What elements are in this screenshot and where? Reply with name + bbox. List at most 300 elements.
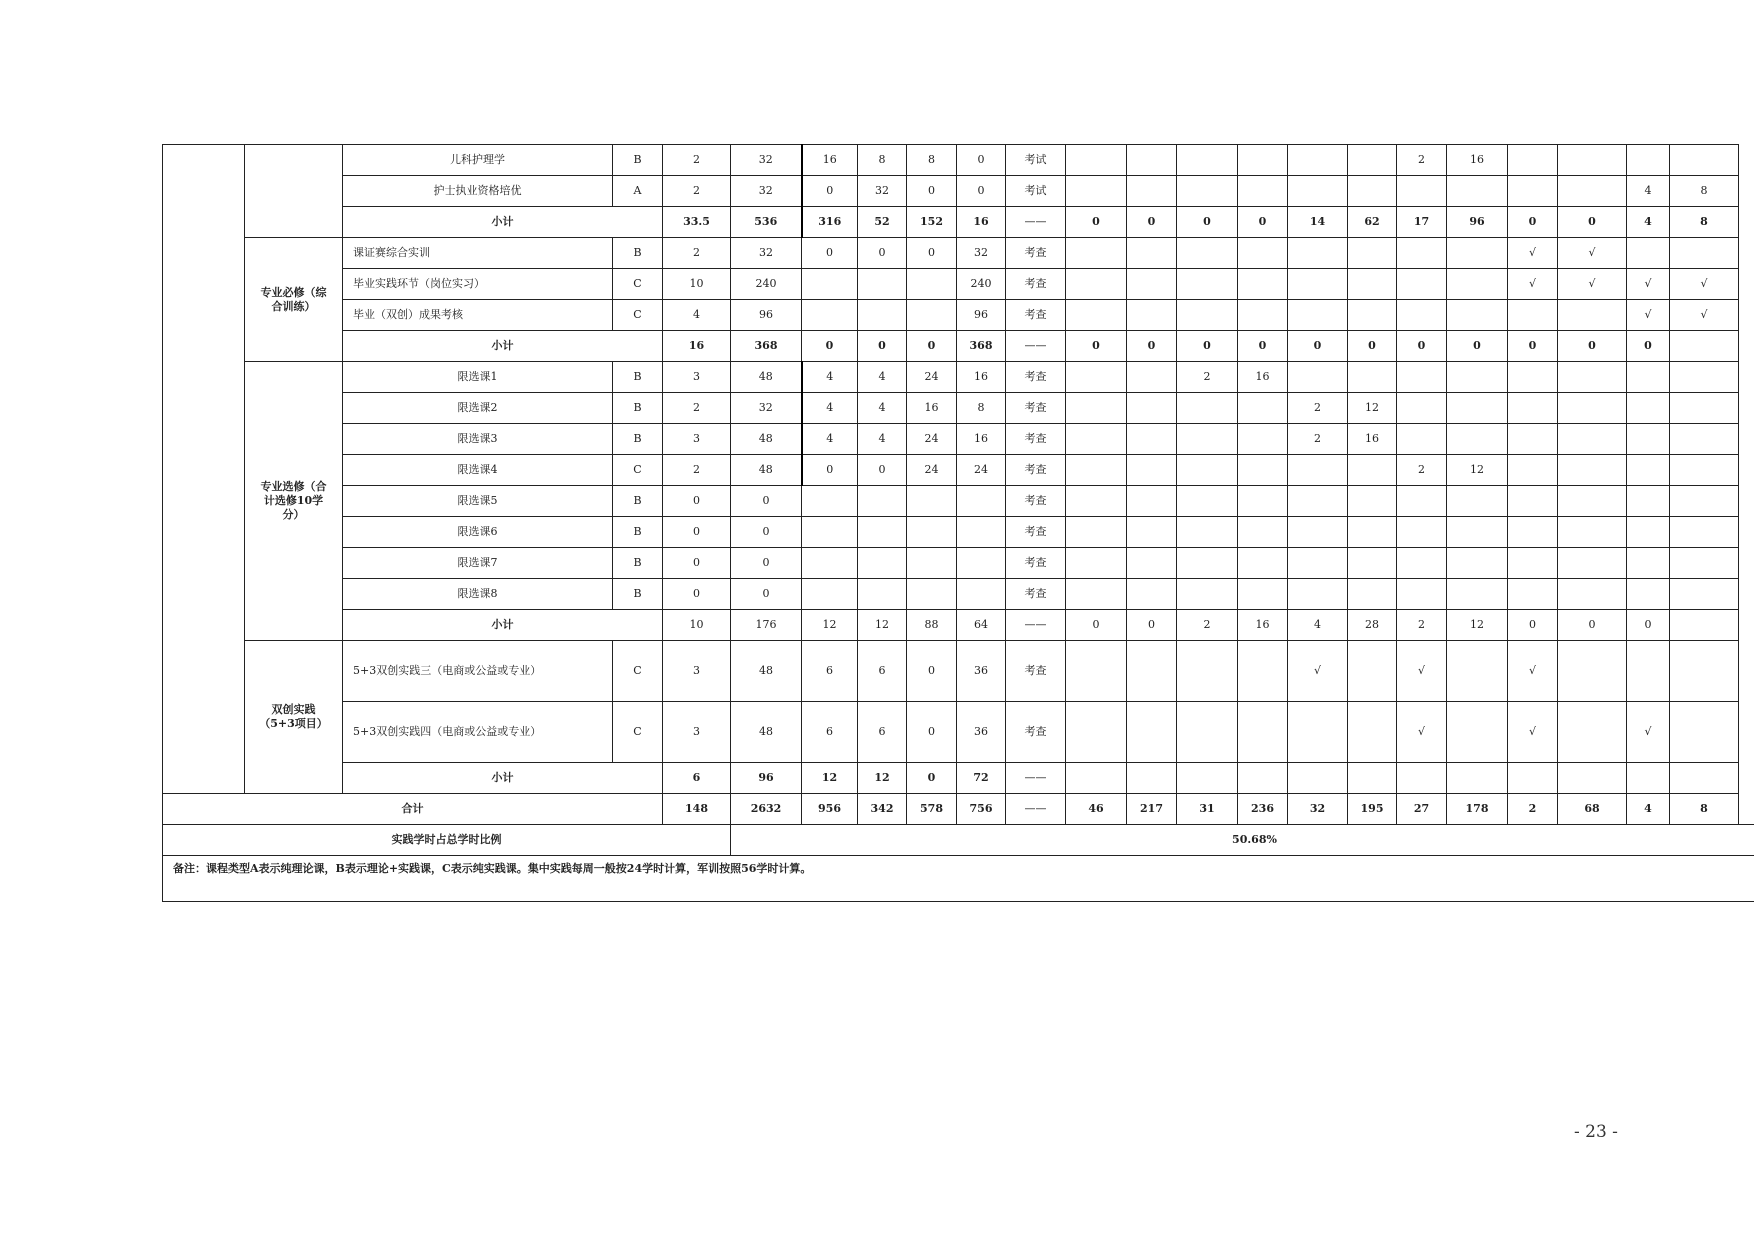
data-cell (1238, 702, 1288, 763)
total-row (163, 794, 1754, 825)
data-cell: 3 (663, 641, 731, 702)
data-cell: 0 (802, 176, 858, 207)
data-cell (1558, 702, 1627, 763)
course-type-cell: C (613, 300, 663, 331)
category-cell (245, 145, 343, 238)
data-cell: 6 (802, 641, 858, 702)
data-cell: 48 (731, 424, 802, 455)
data-cell (1508, 517, 1558, 548)
data-cell (1397, 548, 1447, 579)
total-cell: 342 (858, 794, 907, 825)
data-cell (1177, 486, 1238, 517)
data-cell: 8 (907, 145, 957, 176)
course-type-cell: B (613, 145, 663, 176)
data-cell (1177, 393, 1238, 424)
data-cell (1508, 393, 1558, 424)
subtotal-cell: 62 (1348, 207, 1397, 238)
data-cell (957, 486, 1006, 517)
data-cell (1627, 393, 1670, 424)
table-row (163, 702, 1754, 763)
data-cell: 考查 (1006, 362, 1066, 393)
data-cell (957, 579, 1006, 610)
data-cell: 240 (957, 269, 1006, 300)
data-cell: √ (1508, 269, 1558, 300)
subtotal-cell: —— (1006, 331, 1066, 362)
course-type-cell: B (613, 424, 663, 455)
data-cell (1066, 145, 1127, 176)
data-cell: 0 (907, 176, 957, 207)
data-cell: 2 (663, 455, 731, 486)
data-cell (1348, 238, 1397, 269)
data-cell (1288, 362, 1348, 393)
data-cell (1348, 300, 1397, 331)
data-cell (1066, 269, 1127, 300)
total-cell: —— (1006, 794, 1066, 825)
table-row (163, 455, 1754, 486)
subtotal-cell: 12 (858, 763, 907, 794)
data-cell (1627, 579, 1670, 610)
outer-category-cell (163, 145, 245, 794)
data-cell (1238, 641, 1288, 702)
data-cell (1127, 486, 1177, 517)
data-cell: 48 (731, 641, 802, 702)
course-name-cell: 课证赛综合实训 (343, 238, 613, 269)
data-cell: 24 (957, 455, 1006, 486)
data-cell (1127, 548, 1177, 579)
course-plan-table (162, 144, 1754, 902)
data-cell: 48 (731, 362, 802, 393)
subtotal-row (163, 207, 1754, 238)
data-cell (1288, 702, 1348, 763)
course-type-cell: B (613, 579, 663, 610)
subtotal-label: 小计 (343, 331, 663, 362)
data-cell (1447, 362, 1508, 393)
course-type-cell: C (613, 702, 663, 763)
subtotal-cell: 0 (1238, 331, 1288, 362)
subtotal-cell: 368 (957, 331, 1006, 362)
data-cell (858, 579, 907, 610)
subtotal-cell: 0 (858, 331, 907, 362)
data-cell: 2 (663, 176, 731, 207)
data-cell (1670, 455, 1739, 486)
subtotal-cell: 176 (731, 610, 802, 641)
data-cell (1066, 702, 1127, 763)
data-cell: 10 (663, 269, 731, 300)
data-cell (907, 300, 957, 331)
total-cell: 148 (663, 794, 731, 825)
data-cell (1288, 517, 1348, 548)
data-cell (1288, 145, 1348, 176)
data-cell (1397, 300, 1447, 331)
subtotal-cell: 88 (907, 610, 957, 641)
data-cell (1066, 362, 1127, 393)
ratio-label: 实践学时占总学时比例 (163, 825, 731, 856)
data-cell (1288, 238, 1348, 269)
table-row (163, 238, 1754, 269)
data-cell (802, 269, 858, 300)
data-cell (1447, 702, 1508, 763)
data-cell (1558, 362, 1627, 393)
data-cell: 0 (907, 702, 957, 763)
data-cell: 2 (1177, 362, 1238, 393)
subtotal-cell: —— (1006, 610, 1066, 641)
data-cell: √ (1508, 238, 1558, 269)
data-cell: 0 (663, 517, 731, 548)
data-cell: 2 (663, 238, 731, 269)
course-name-cell: 限选课4 (343, 455, 613, 486)
data-cell (1127, 455, 1177, 486)
data-cell (1066, 238, 1127, 269)
data-cell: 0 (731, 548, 802, 579)
data-cell (1127, 362, 1177, 393)
data-cell (1397, 362, 1447, 393)
data-cell: 0 (858, 455, 907, 486)
data-cell: 32 (957, 238, 1006, 269)
subtotal-cell: 52 (858, 207, 907, 238)
data-cell: 考查 (1006, 393, 1066, 424)
subtotal-cell (1177, 763, 1238, 794)
data-cell (858, 300, 907, 331)
total-cell: 68 (1558, 794, 1627, 825)
data-cell: 0 (731, 517, 802, 548)
data-cell: 考查 (1006, 424, 1066, 455)
subtotal-row (163, 610, 1754, 641)
data-cell: √ (1397, 702, 1447, 763)
subtotal-cell: 0 (1508, 331, 1558, 362)
course-name-cell: 限选课2 (343, 393, 613, 424)
data-cell (1627, 517, 1670, 548)
category-cell (245, 641, 343, 794)
data-cell: 考试 (1006, 145, 1066, 176)
data-cell: 0 (957, 176, 1006, 207)
data-cell (1627, 486, 1670, 517)
data-cell (1127, 269, 1177, 300)
subtotal-cell: 28 (1348, 610, 1397, 641)
category-cell (245, 362, 343, 641)
total-cell: 4 (1627, 794, 1670, 825)
data-cell (1066, 517, 1127, 548)
data-cell (1177, 517, 1238, 548)
data-cell: 考查 (1006, 641, 1066, 702)
data-cell (1508, 300, 1558, 331)
data-cell: 0 (858, 238, 907, 269)
subtotal-cell: 16 (663, 331, 731, 362)
subtotal-cell: 12 (802, 610, 858, 641)
data-cell (1447, 393, 1508, 424)
subtotal-cell: 16 (1238, 610, 1288, 641)
data-cell (1508, 176, 1558, 207)
course-type-cell: B (613, 517, 663, 548)
data-cell (1670, 393, 1739, 424)
data-cell: √ (1627, 702, 1670, 763)
total-cell: 32 (1288, 794, 1348, 825)
data-cell (1627, 238, 1670, 269)
data-cell: 3 (663, 702, 731, 763)
data-cell: 36 (957, 702, 1006, 763)
data-cell: 0 (731, 486, 802, 517)
data-cell (1348, 641, 1397, 702)
data-cell: 16 (957, 362, 1006, 393)
data-cell (1558, 641, 1627, 702)
subtotal-cell: 2 (1177, 610, 1238, 641)
subtotal-cell: 0 (1066, 610, 1127, 641)
data-cell: 0 (663, 486, 731, 517)
data-cell: 12 (1348, 393, 1397, 424)
ratio-value: 50.68% (731, 825, 1754, 856)
data-cell: 16 (957, 424, 1006, 455)
data-cell (1348, 702, 1397, 763)
subtotal-label: 小计 (343, 207, 663, 238)
data-cell (1397, 393, 1447, 424)
data-cell (907, 486, 957, 517)
subtotal-cell: 0 (1127, 207, 1177, 238)
course-name-cell: 5+3双创实践四（电商或公益或专业） (343, 702, 613, 763)
note-row (163, 856, 1754, 902)
subtotal-cell (1670, 763, 1739, 794)
subtotal-cell: 0 (1348, 331, 1397, 362)
subtotal-cell: 0 (1558, 610, 1627, 641)
data-cell (1558, 517, 1627, 548)
data-cell (1558, 424, 1627, 455)
subtotal-cell: 368 (731, 331, 802, 362)
data-cell (1238, 269, 1288, 300)
table-row (163, 362, 1754, 393)
data-cell (1288, 455, 1348, 486)
data-cell (1558, 176, 1627, 207)
data-cell (1447, 176, 1508, 207)
subtotal-cell: 0 (1127, 610, 1177, 641)
data-cell (1066, 424, 1127, 455)
subtotal-cell (1508, 763, 1558, 794)
subtotal-cell: 12 (858, 610, 907, 641)
data-cell (1177, 548, 1238, 579)
data-cell (1238, 517, 1288, 548)
course-type-cell: A (613, 176, 663, 207)
subtotal-cell: 0 (1177, 207, 1238, 238)
data-cell: 240 (731, 269, 802, 300)
data-cell: 考查 (1006, 579, 1066, 610)
data-cell: 16 (1238, 362, 1288, 393)
data-cell (957, 548, 1006, 579)
subtotal-cell: 33.5 (663, 207, 731, 238)
data-cell: 32 (731, 393, 802, 424)
data-cell (1558, 486, 1627, 517)
table-row (163, 517, 1754, 548)
subtotal-cell: 17 (1397, 207, 1447, 238)
course-name-cell: 毕业（双创）成果考核 (343, 300, 613, 331)
subtotal-cell: 0 (1558, 207, 1627, 238)
data-cell: 96 (957, 300, 1006, 331)
subtotal-cell (1066, 763, 1127, 794)
subtotal-cell: 0 (1288, 331, 1348, 362)
data-cell: 6 (858, 641, 907, 702)
data-cell (1397, 517, 1447, 548)
data-cell: 0 (907, 641, 957, 702)
course-name-cell: 限选课8 (343, 579, 613, 610)
data-cell (1670, 145, 1739, 176)
data-cell (1348, 176, 1397, 207)
subtotal-label: 小计 (343, 763, 663, 794)
data-cell (1508, 362, 1558, 393)
subtotal-cell: 16 (957, 207, 1006, 238)
data-cell: 96 (731, 300, 802, 331)
data-cell (1238, 300, 1288, 331)
data-cell (1066, 455, 1127, 486)
data-cell (1177, 238, 1238, 269)
data-cell (1066, 300, 1127, 331)
data-cell (907, 548, 957, 579)
course-type-cell: B (613, 238, 663, 269)
course-type-cell: C (613, 641, 663, 702)
data-cell (1127, 702, 1177, 763)
subtotal-cell: 4 (1627, 207, 1670, 238)
data-cell: 12 (1447, 455, 1508, 486)
data-cell (1288, 486, 1348, 517)
category-label: 双创实践（5+3项目） (259, 703, 328, 730)
data-cell (1558, 548, 1627, 579)
data-cell: 3 (663, 424, 731, 455)
subtotal-cell: 0 (1508, 207, 1558, 238)
data-cell (1127, 424, 1177, 455)
data-cell: 32 (731, 145, 802, 176)
data-cell (1066, 176, 1127, 207)
ratio-row (163, 825, 1754, 856)
data-cell (1177, 702, 1238, 763)
total-cell: 956 (802, 794, 858, 825)
data-cell (1127, 517, 1177, 548)
data-cell: 考查 (1006, 548, 1066, 579)
data-cell (1127, 300, 1177, 331)
data-cell (1627, 145, 1670, 176)
data-cell: 4 (1627, 176, 1670, 207)
data-cell: 36 (957, 641, 1006, 702)
data-cell (1627, 641, 1670, 702)
data-cell (1238, 176, 1288, 207)
subtotal-cell: 10 (663, 610, 731, 641)
data-cell (1447, 641, 1508, 702)
data-cell: 2 (1288, 424, 1348, 455)
data-cell (1127, 238, 1177, 269)
data-cell: 4 (858, 424, 907, 455)
data-cell (1670, 702, 1739, 763)
data-cell (1397, 238, 1447, 269)
data-cell (858, 269, 907, 300)
data-cell (1508, 579, 1558, 610)
data-cell (1558, 579, 1627, 610)
data-cell (1348, 579, 1397, 610)
data-cell (1238, 424, 1288, 455)
course-type-cell: B (613, 362, 663, 393)
subtotal-cell: 0 (907, 331, 957, 362)
data-cell: 0 (663, 548, 731, 579)
data-cell (1508, 145, 1558, 176)
table-body (163, 145, 1754, 902)
data-cell: 考查 (1006, 300, 1066, 331)
table-row (163, 300, 1754, 331)
data-cell: 8 (957, 393, 1006, 424)
data-cell (1627, 424, 1670, 455)
subtotal-cell (1288, 763, 1348, 794)
subtotal-cell: 0 (1066, 207, 1127, 238)
data-cell: 4 (802, 424, 858, 455)
subtotal-cell (1348, 763, 1397, 794)
subtotal-cell: 536 (731, 207, 802, 238)
subtotal-cell (1397, 763, 1447, 794)
data-cell: 8 (1670, 176, 1739, 207)
data-cell (802, 486, 858, 517)
data-cell: 0 (907, 238, 957, 269)
subtotal-cell (1627, 763, 1670, 794)
course-type-cell: C (613, 455, 663, 486)
data-cell (1670, 579, 1739, 610)
data-cell (1177, 579, 1238, 610)
total-cell: 27 (1397, 794, 1447, 825)
subtotal-cell: 64 (957, 610, 1006, 641)
course-name-cell: 限选课1 (343, 362, 613, 393)
subtotal-cell: 2 (1397, 610, 1447, 641)
subtotal-cell: 0 (907, 763, 957, 794)
data-cell (1127, 579, 1177, 610)
data-cell (957, 517, 1006, 548)
data-cell (858, 517, 907, 548)
table-row (163, 269, 1754, 300)
data-cell: √ (1288, 641, 1348, 702)
data-cell (1348, 362, 1397, 393)
subtotal-cell: 96 (1447, 207, 1508, 238)
data-cell: 3 (663, 362, 731, 393)
data-cell (1177, 641, 1238, 702)
data-cell (1066, 486, 1127, 517)
data-cell (1670, 486, 1739, 517)
data-cell (1238, 548, 1288, 579)
subtotal-cell: 96 (731, 763, 802, 794)
course-type-cell: B (613, 548, 663, 579)
data-cell: 6 (802, 702, 858, 763)
data-cell: 2 (1288, 393, 1348, 424)
total-cell: 46 (1066, 794, 1127, 825)
total-cell: 195 (1348, 794, 1397, 825)
table-row (163, 579, 1754, 610)
data-cell (907, 269, 957, 300)
subtotal-cell: 0 (1127, 331, 1177, 362)
data-cell: 48 (731, 702, 802, 763)
data-cell: 16 (1348, 424, 1397, 455)
total-cell: 31 (1177, 794, 1238, 825)
total-cell: 8 (1670, 794, 1739, 825)
data-cell: 考查 (1006, 702, 1066, 763)
subtotal-cell: 6 (663, 763, 731, 794)
data-cell: 48 (731, 455, 802, 486)
data-cell: 0 (663, 579, 731, 610)
subtotal-cell (1127, 763, 1177, 794)
course-type-cell: B (613, 393, 663, 424)
data-cell (1238, 486, 1288, 517)
data-cell (1348, 486, 1397, 517)
total-cell: 2632 (731, 794, 802, 825)
total-cell: 756 (957, 794, 1006, 825)
course-name-cell: 毕业实践环节（岗位实习） (343, 269, 613, 300)
data-cell (1127, 641, 1177, 702)
total-label: 合计 (163, 794, 663, 825)
data-cell (802, 548, 858, 579)
data-cell (1508, 486, 1558, 517)
subtotal-row (163, 331, 1754, 362)
data-cell (1558, 455, 1627, 486)
note-text: 备注：课程类型A表示纯理论课，B表示理论+实践课，C表示纯实践课。集中实践每周一般按24学时计算，军训按照56学时计算。 (163, 856, 1754, 902)
data-cell (1508, 548, 1558, 579)
data-cell: 2 (663, 393, 731, 424)
data-cell (1288, 269, 1348, 300)
